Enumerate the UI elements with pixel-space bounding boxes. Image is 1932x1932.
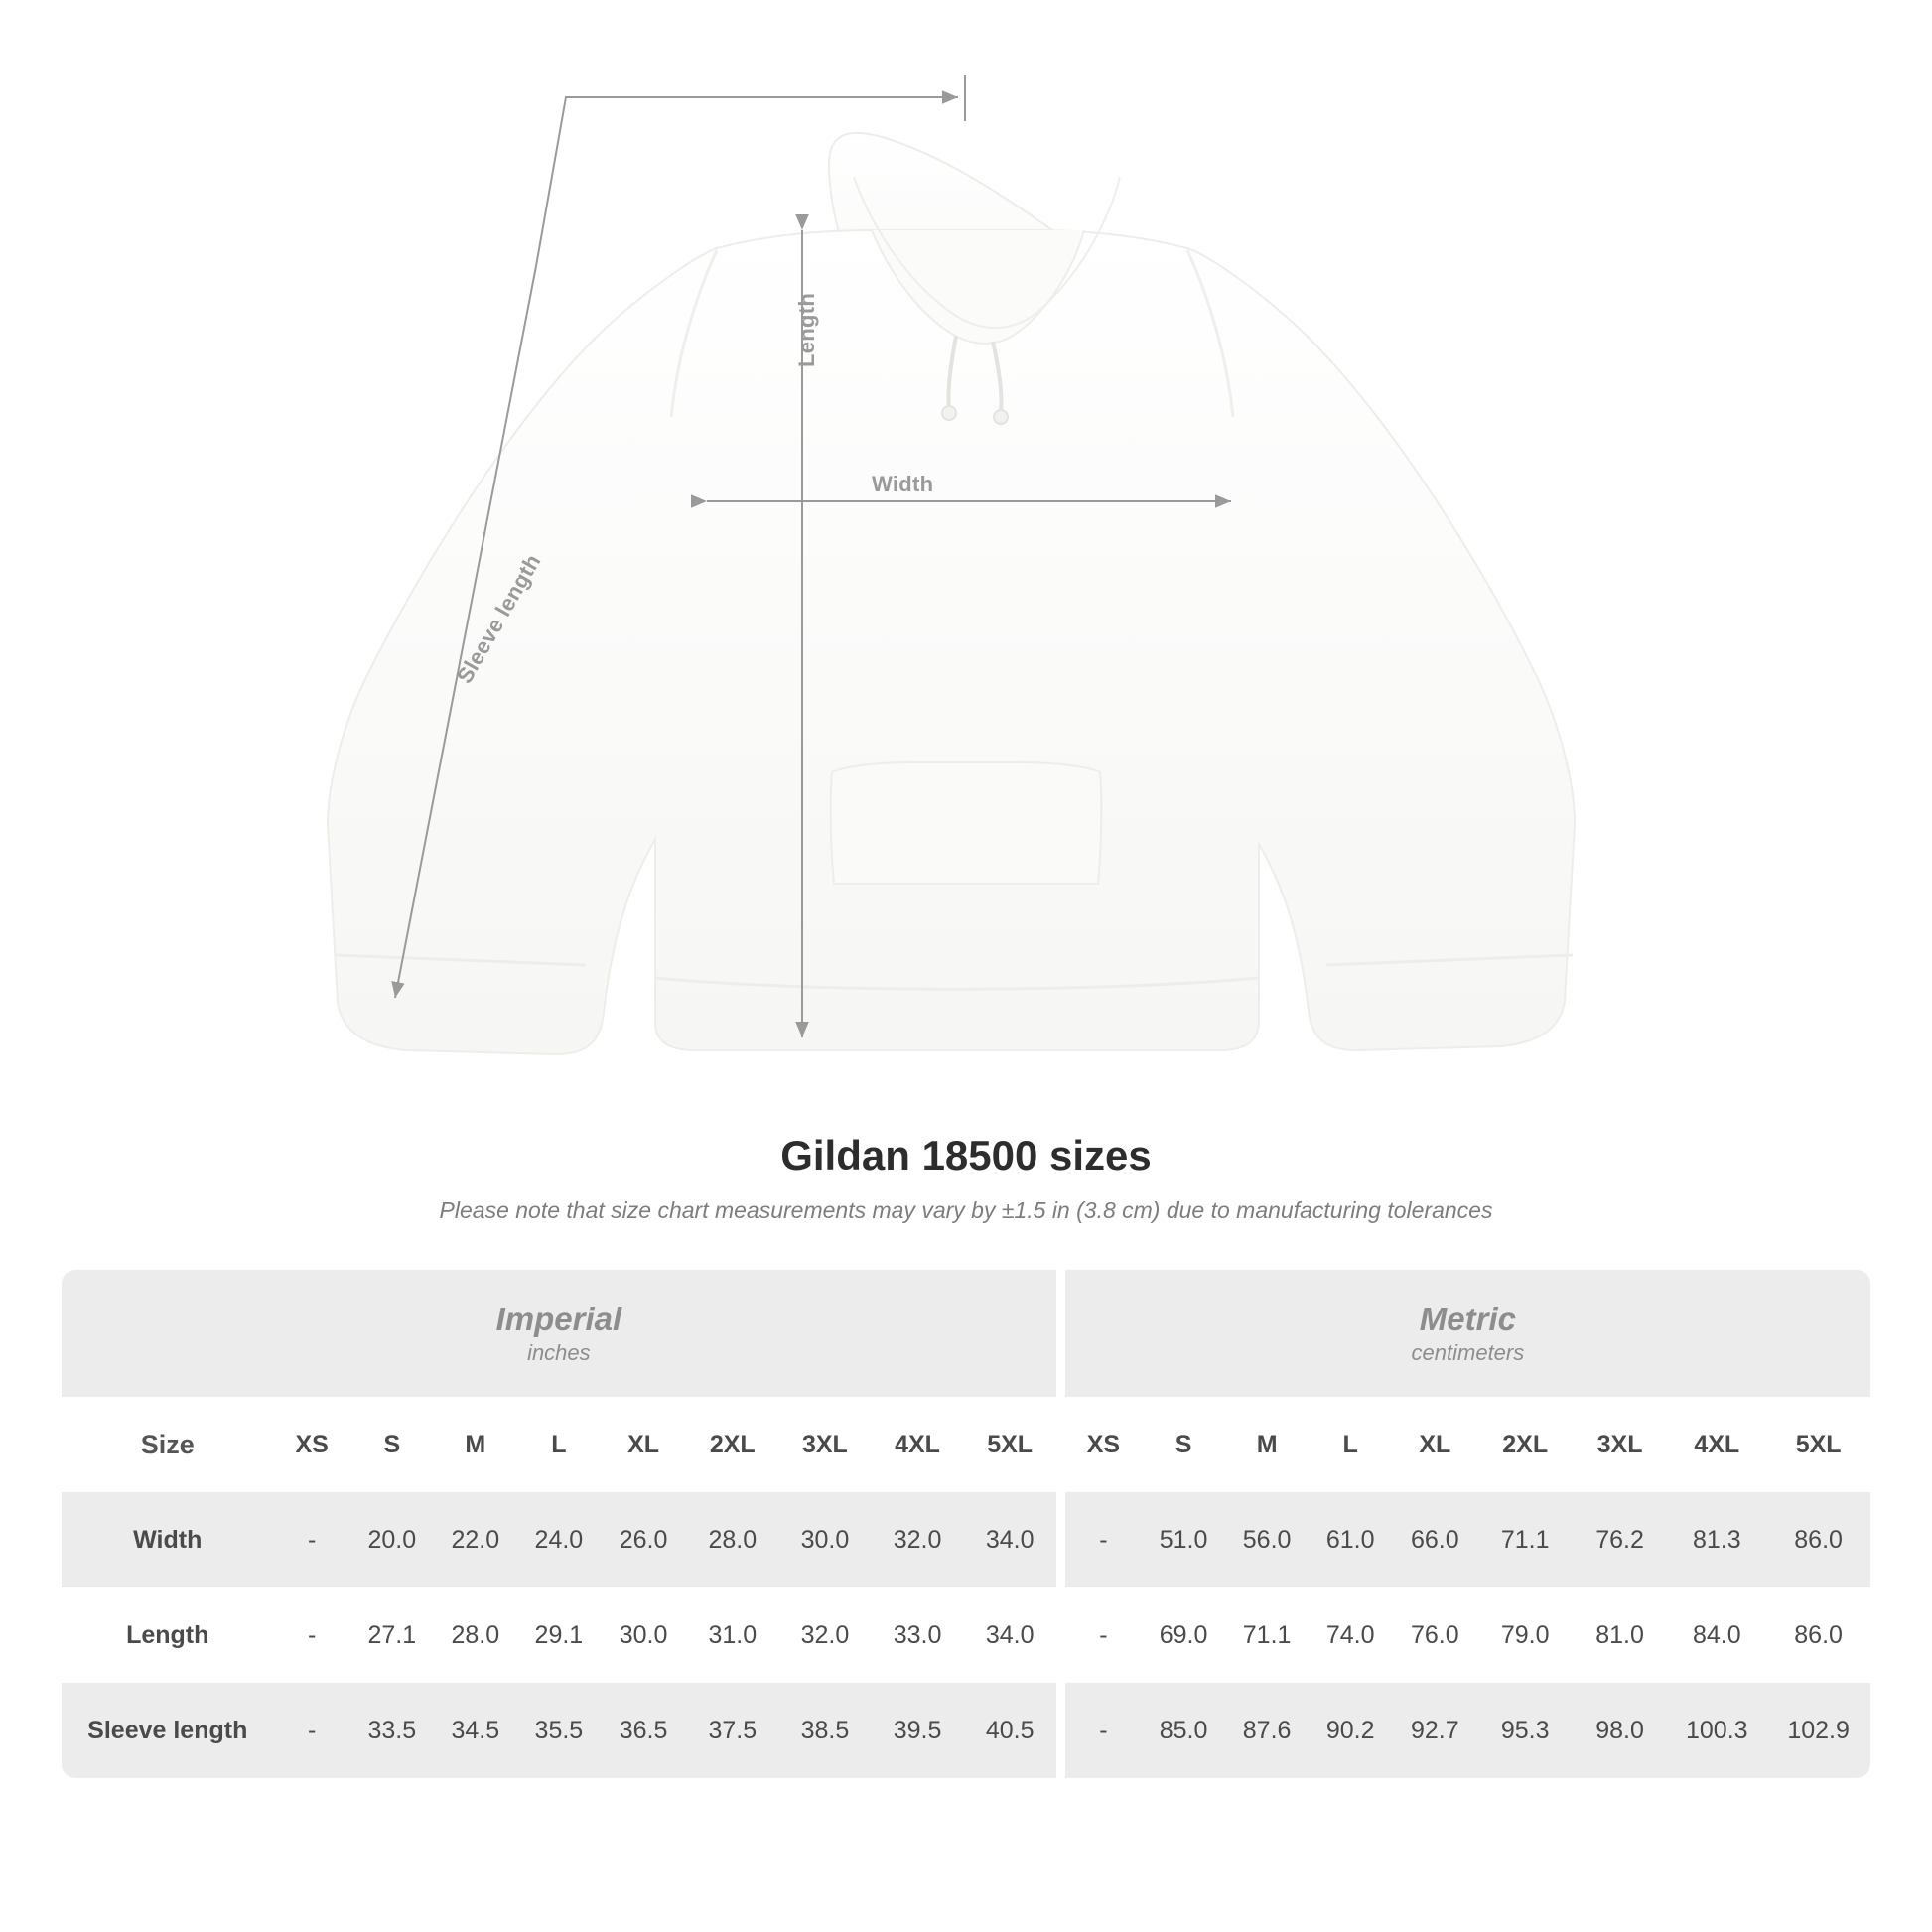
label-length: Length	[794, 292, 819, 367]
table-row	[62, 1492, 1870, 1587]
cell-sleeve-metric-l: 90.2	[1309, 1683, 1392, 1778]
header-metric-xl: XL	[1392, 1397, 1477, 1492]
cell-sleeve-metric-2xl: 95.3	[1477, 1683, 1572, 1778]
cell-sleeve-imperial-s: 33.5	[350, 1683, 434, 1778]
cell-sleeve-imperial-xl: 36.5	[601, 1683, 686, 1778]
label-sleeve-length: Sleeve length	[452, 549, 546, 688]
cell-length-metric-l: 74.0	[1309, 1587, 1392, 1683]
cell-width-imperial-xs: -	[274, 1492, 350, 1587]
cell-length-imperial-5xl: 34.0	[964, 1587, 1056, 1683]
cell-sleeve-metric-4xl: 100.3	[1667, 1683, 1766, 1778]
cell-sleeve-imperial-5xl: 40.5	[964, 1683, 1056, 1778]
table-row	[62, 1683, 1870, 1778]
label-width: Width	[872, 472, 934, 496]
header-metric-l: L	[1309, 1397, 1392, 1492]
cell-width-imperial-5xl: 34.0	[964, 1492, 1056, 1587]
cell-width-imperial-m: 22.0	[434, 1492, 517, 1587]
row-label-length: Length	[62, 1587, 274, 1683]
cell-width-imperial-4xl: 32.0	[871, 1492, 963, 1587]
page-title: Gildan 18500 sizes	[780, 1132, 1152, 1178]
header-metric-2xl: 2XL	[1477, 1397, 1572, 1492]
header-imperial-xl: XL	[601, 1397, 686, 1492]
cell-width-metric-3xl: 76.2	[1573, 1492, 1667, 1587]
cell-sleeve-imperial-xs: -	[274, 1683, 350, 1778]
cell-width-metric-s: 51.0	[1142, 1492, 1225, 1587]
header-metric-m: M	[1225, 1397, 1309, 1492]
row-separator	[1056, 1492, 1065, 1587]
cell-sleeve-metric-m: 87.6	[1225, 1683, 1309, 1778]
cell-width-metric-l: 61.0	[1309, 1492, 1392, 1587]
cell-length-metric-s: 69.0	[1142, 1587, 1225, 1683]
unit-metric	[1065, 1270, 1870, 1397]
unit-imperial-sub: inches	[527, 1340, 591, 1366]
cell-length-metric-5xl: 86.0	[1766, 1587, 1870, 1683]
row-separator	[1056, 1683, 1065, 1778]
title-block	[0, 1132, 1932, 1224]
cell-length-imperial-xl: 30.0	[601, 1587, 686, 1683]
unit-metric-name: Metric	[1419, 1301, 1516, 1338]
header-imperial-xs: XS	[274, 1397, 350, 1492]
size-header-row	[62, 1397, 1870, 1492]
cell-length-imperial-3xl: 32.0	[778, 1587, 871, 1683]
header-imperial-2xl: 2XL	[686, 1397, 778, 1492]
cell-sleeve-metric-xl: 92.7	[1392, 1683, 1477, 1778]
cell-length-imperial-s: 27.1	[350, 1587, 434, 1683]
header-imperial-s: S	[350, 1397, 434, 1492]
tolerance-note: Please note that size chart measurements may vary by ±1.5 in (3.8 cm) due to manufacturing tolerances	[439, 1197, 1493, 1223]
cell-sleeve-imperial-2xl: 37.5	[686, 1683, 778, 1778]
header-metric-4xl: 4XL	[1667, 1397, 1766, 1492]
cell-sleeve-metric-xs: -	[1065, 1683, 1142, 1778]
cell-width-imperial-xl: 26.0	[601, 1492, 686, 1587]
unit-separator	[1056, 1270, 1065, 1397]
cell-width-metric-5xl: 86.0	[1766, 1492, 1870, 1587]
row-label-width: Width	[62, 1492, 274, 1587]
header-metric-5xl: 5XL	[1766, 1397, 1870, 1492]
unit-metric-sub: centimeters	[1411, 1340, 1525, 1366]
cell-width-imperial-l: 24.0	[517, 1492, 601, 1587]
cell-length-metric-xs: -	[1065, 1587, 1142, 1683]
size-table-wrapper	[62, 1270, 1870, 1778]
cell-width-metric-xl: 66.0	[1392, 1492, 1477, 1587]
cell-length-imperial-xs: -	[274, 1587, 350, 1683]
cell-sleeve-metric-s: 85.0	[1142, 1683, 1225, 1778]
unit-imperial	[62, 1270, 1056, 1397]
header-metric-s: S	[1142, 1397, 1225, 1492]
cell-sleeve-metric-5xl: 102.9	[1766, 1683, 1870, 1778]
header-imperial-3xl: 3XL	[778, 1397, 871, 1492]
header-metric-3xl: 3XL	[1573, 1397, 1667, 1492]
cell-sleeve-imperial-4xl: 39.5	[871, 1683, 963, 1778]
cell-length-metric-xl: 76.0	[1392, 1587, 1477, 1683]
header-imperial-m: M	[434, 1397, 517, 1492]
cell-sleeve-imperial-l: 35.5	[517, 1683, 601, 1778]
cell-width-metric-m: 56.0	[1225, 1492, 1309, 1587]
cell-width-metric-xs: -	[1065, 1492, 1142, 1587]
size-header-label: Size	[62, 1397, 274, 1492]
unit-header-row	[62, 1270, 1870, 1397]
cell-width-imperial-3xl: 30.0	[778, 1492, 871, 1587]
cell-sleeve-imperial-m: 34.5	[434, 1683, 517, 1778]
cell-width-metric-2xl: 71.1	[1477, 1492, 1572, 1587]
cell-width-metric-4xl: 81.3	[1667, 1492, 1766, 1587]
cell-width-imperial-2xl: 28.0	[686, 1492, 778, 1587]
cell-length-metric-4xl: 84.0	[1667, 1587, 1766, 1683]
row-label-sleeve-length: Sleeve length	[62, 1683, 274, 1778]
cell-sleeve-metric-3xl: 98.0	[1573, 1683, 1667, 1778]
row-separator	[1056, 1587, 1065, 1683]
cell-sleeve-imperial-3xl: 38.5	[778, 1683, 871, 1778]
header-imperial-5xl: 5XL	[964, 1397, 1056, 1492]
size-table	[62, 1270, 1870, 1778]
table-row	[62, 1587, 1870, 1683]
cell-length-metric-m: 71.1	[1225, 1587, 1309, 1683]
cell-length-imperial-m: 28.0	[434, 1587, 517, 1683]
header-imperial-l: L	[517, 1397, 601, 1492]
cell-length-imperial-l: 29.1	[517, 1587, 601, 1683]
header-metric-xs: XS	[1065, 1397, 1142, 1492]
cell-length-imperial-4xl: 33.0	[871, 1587, 963, 1683]
header-separator	[1056, 1397, 1065, 1492]
cell-length-imperial-2xl: 31.0	[686, 1587, 778, 1683]
unit-imperial-name: Imperial	[495, 1301, 622, 1338]
cell-length-metric-3xl: 81.0	[1573, 1587, 1667, 1683]
cell-length-metric-2xl: 79.0	[1477, 1587, 1572, 1683]
cell-width-imperial-s: 20.0	[350, 1492, 434, 1587]
header-imperial-4xl: 4XL	[871, 1397, 963, 1492]
